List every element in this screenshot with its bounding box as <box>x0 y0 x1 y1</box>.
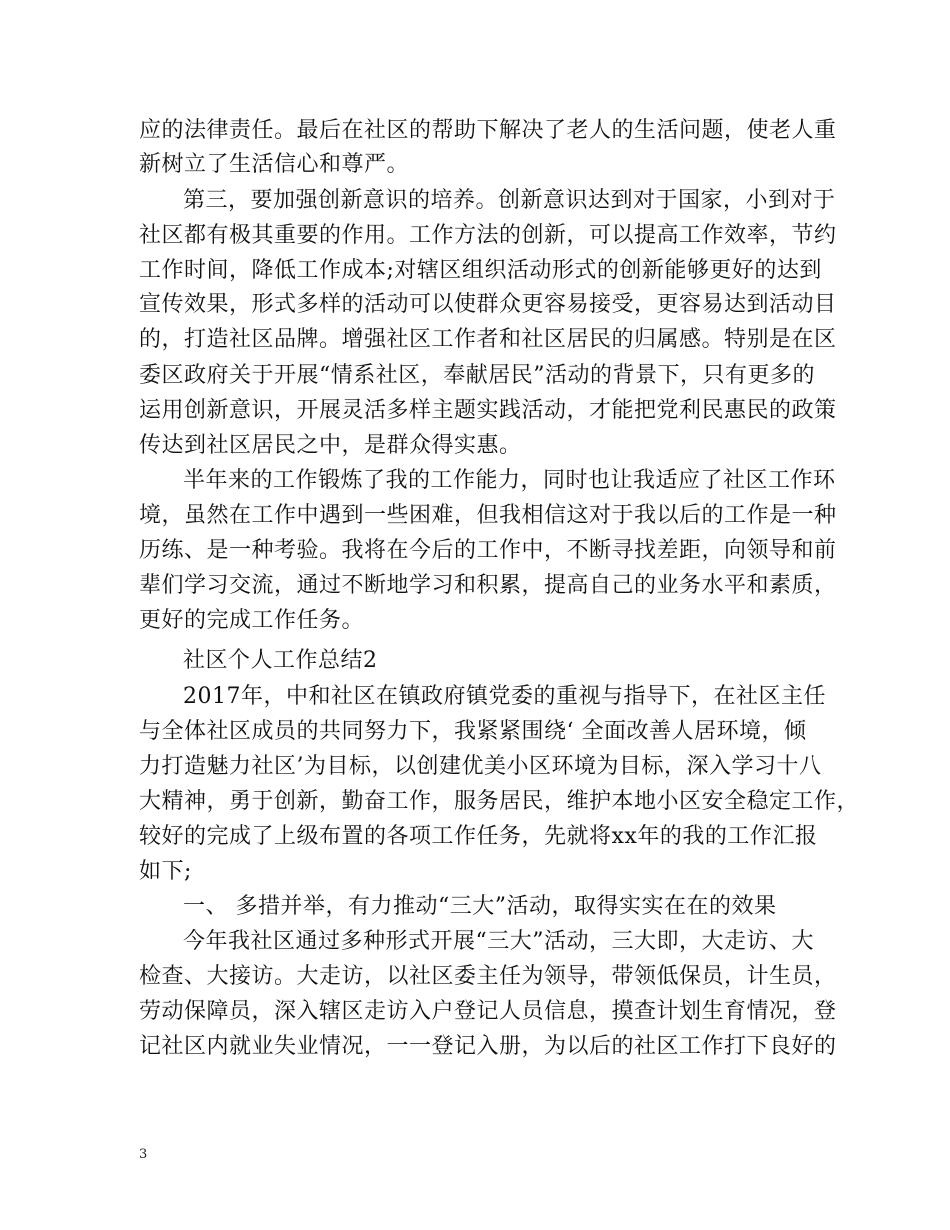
text-line: 宣传效果，形式多样的活动可以使群众更容易接受，更容易达到活动目 <box>139 292 837 317</box>
text-line: 今年我社区通过多种形式开展“三大”活动，三大即，大走访、大 <box>183 929 814 954</box>
text-line: 辈们学习交流，通过不断地学习和积累，提高自己的业务水平和素质， <box>139 573 837 598</box>
text-line: 应的法律责任。最后在社区的帮助下解决了老人的生活问题，使老人重 <box>139 118 837 143</box>
text-line: 历练、是一种考验。我将在今后的工作中，不断寻找差距，向领导和前 <box>139 538 837 563</box>
text-line: 传达到社区居民之中，是群众得实惠。 <box>139 433 522 458</box>
text-line: 境，虽然在工作中遇到一些困难，但我相信这对于我以后的工作是一种 <box>139 503 837 528</box>
text-line: 劳动保障员，深入辖区走访入户登记人员信息，摸查计划生育情况，登 <box>139 999 837 1024</box>
text-line: 半年来的工作锻炼了我的工作能力，同时也让我适应了社区工作环 <box>183 468 836 493</box>
text-line: 新树立了生活信心和尊严。 <box>139 152 410 177</box>
text-line: 工作时间，降低工作成本;对辖区组织活动形式的创新能够更好的达到 <box>139 258 822 283</box>
text-line: 较好的完成了上级布置的各项工作任务，先就将xx年的我的工作汇报 <box>139 824 818 849</box>
text-line: 2017年，中和社区在镇政府镇党委的重视与指导下，在社区主任 <box>183 684 826 709</box>
text-line: 委区政府关于开展“情系社区，奉献居民”活动的背景下，只有更多的 <box>139 363 815 388</box>
text-line: 运用创新意识，开展灵活多样主题实践活动，才能把党利民惠民的政策 <box>139 398 837 423</box>
section-heading: 一、 多措并举，有力推动“三大”活动，取得实实在在的效果 <box>183 894 777 919</box>
text-line: 力打造魅力社区’为目标，以创建优美小区环境为目标，深入学习十八 <box>139 754 822 779</box>
text-line: 社区都有极其重要的作用。工作方法的创新，可以提高工作效率，节约 <box>139 223 837 248</box>
text-line: 记社区内就业失业情况，一一登记入册，为以后的社区工作打下良好的 <box>139 1034 837 1059</box>
text-line: 更好的完成工作任务。 <box>139 608 365 633</box>
text-line: 大精神，勇于创新，勤奋工作，服务居民，维护本地小区安全稳定工作， <box>139 789 860 814</box>
section-heading: 社区个人工作总结2 <box>183 648 378 673</box>
text-line: 与全体社区成员的共同努力下，我紧紧围绕‘ 全面改善人居环境，倾 <box>139 719 807 744</box>
text-line: 的，打造社区品牌。增强社区工作者和社区居民的归属感。特别是在区 <box>139 327 837 352</box>
page-number: 3 <box>139 1147 148 1162</box>
text-line: 检查、大接访。大走访，以社区委主任为领导，带领低保员，计生员， <box>139 964 837 989</box>
text-line: 第三，要加强创新意识的培养。创新意识达到对于国家，小到对于 <box>183 188 836 213</box>
text-line: 如下; <box>139 859 192 884</box>
